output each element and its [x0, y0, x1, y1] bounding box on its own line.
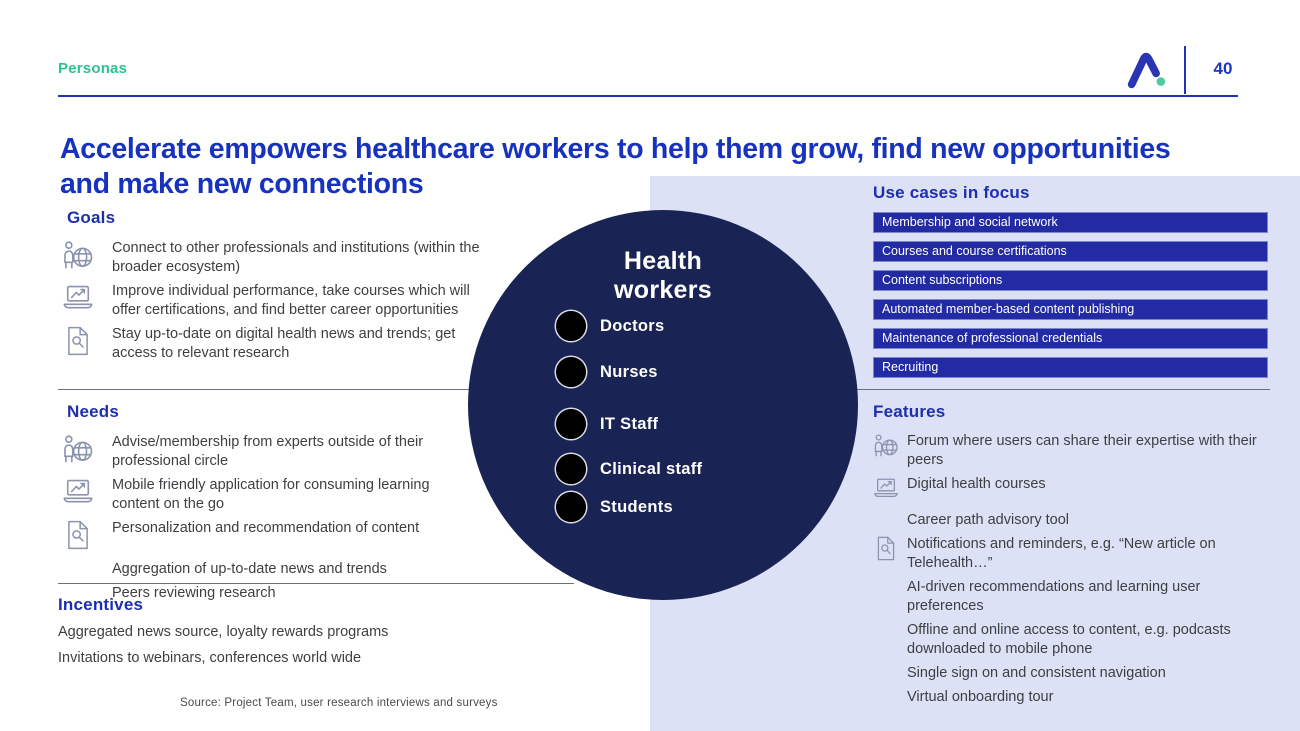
- list-item: [62, 239, 487, 277]
- list-item: [556, 311, 702, 341]
- need-text: Personalization and recommendation of content: [112, 520, 420, 536]
- goal-text: Improve individual performance, take courses which will offer certifications, and find better career opportunities: [112, 283, 470, 318]
- use-case-bar: Recruiting: [873, 357, 1268, 378]
- nurse-avatar: [556, 357, 586, 387]
- laptop-chart-icon: [62, 476, 112, 514]
- feature-text: AI-driven recommendations and learning user preferences: [907, 579, 1201, 614]
- incentives-section: [58, 595, 518, 675]
- header-vertical-divider: [1184, 46, 1186, 94]
- need-text: Peers reviewing research: [112, 585, 276, 601]
- need-text: Advise/membership from experts outside of their professional circle: [112, 434, 424, 469]
- incentives-heading: Incentives: [58, 595, 144, 614]
- accelerate-logo-icon: [1124, 48, 1170, 92]
- list-item: [873, 475, 1271, 506]
- use-cases-heading: Use cases in focus: [873, 183, 1030, 202]
- it-staff-avatar: [556, 409, 586, 439]
- persona-label: Doctors: [600, 316, 665, 335]
- student-avatar: [556, 492, 586, 522]
- document-search-icon: [62, 325, 112, 363]
- list-item: [62, 282, 487, 320]
- person-globe-icon: [62, 433, 112, 471]
- laptop-chart-icon: [873, 475, 907, 506]
- goals-heading: Goals: [67, 208, 116, 227]
- use-case-bar: Courses and course certifications: [873, 241, 1268, 262]
- use-case-bar: Content subscriptions: [873, 270, 1268, 291]
- incentive-text: Aggregated news source, loyalty rewards programs: [58, 624, 389, 640]
- person-globe-icon: [62, 239, 112, 277]
- feature-text: Single sign on and consistent navigation: [907, 665, 1166, 681]
- goal-text: Stay up-to-date on digital health news and trends; get access to relevant research: [112, 326, 456, 361]
- features-heading: Features: [873, 402, 946, 421]
- features-section: [873, 402, 1271, 712]
- feature-text: Forum where users can share their expertise with their peers: [907, 433, 1257, 468]
- list-item: [873, 535, 1271, 573]
- use-cases-section: [873, 183, 1268, 386]
- persona-circle-title: Health workers: [614, 247, 712, 304]
- doctor-avatar: [556, 311, 586, 341]
- person-globe-icon: [873, 432, 907, 470]
- list-item: [556, 492, 702, 522]
- list-item: [62, 476, 487, 514]
- page-title-line1: Accelerate empowers healthcare workers to help them grow, find new opportunities: [60, 133, 1171, 165]
- goal-text: Connect to other professionals and institutions (within the broader ecosystem): [112, 240, 480, 275]
- persona-label: IT Staff: [600, 414, 659, 433]
- document-search-icon: [62, 519, 112, 555]
- header-divider: [58, 95, 1238, 97]
- use-case-bar: Automated member-based content publishing: [873, 299, 1268, 320]
- need-text: Aggregation of up-to-date news and trends: [112, 561, 387, 577]
- list-item: [873, 621, 1271, 659]
- use-case-bar: Maintenance of professional credentials: [873, 328, 1268, 349]
- needs-heading: Needs: [67, 402, 120, 421]
- list-item: [556, 409, 702, 439]
- feature-text: Virtual onboarding tour: [907, 689, 1054, 705]
- list-item: [873, 432, 1271, 470]
- goals-section: [62, 208, 487, 368]
- persona-label: Nurses: [600, 362, 658, 381]
- list-item: [556, 454, 702, 484]
- feature-text: Digital health courses: [907, 476, 1046, 492]
- document-search-icon: [873, 535, 907, 573]
- breadcrumb: Personas: [58, 60, 128, 77]
- page-title-line2: and make new connections: [60, 168, 424, 200]
- list-item: [556, 357, 702, 387]
- laptop-chart-icon: [62, 282, 112, 320]
- list-item: [62, 519, 487, 555]
- list-item: [873, 578, 1271, 616]
- list-item: [873, 688, 1271, 707]
- need-text: Mobile friendly application for consuming learning content on the go: [112, 477, 430, 512]
- persona-circle: [468, 210, 858, 600]
- clinical-staff-avatar: [556, 454, 586, 484]
- list-item: [62, 560, 487, 579]
- list-item: [873, 511, 1271, 530]
- list-item: [62, 325, 487, 363]
- needs-section: [62, 402, 487, 608]
- persona-label: Clinical staff: [600, 459, 703, 478]
- feature-text: Notifications and reminders, e.g. “New article on Telehealth…”: [907, 536, 1216, 571]
- incentive-text: Invitations to webinars, conferences world wide: [58, 650, 362, 666]
- feature-text: Career path advisory tool: [907, 512, 1069, 528]
- list-item: [873, 664, 1271, 683]
- list-item: [62, 433, 487, 471]
- page-number: 40: [1213, 59, 1233, 78]
- use-case-bar: Membership and social network: [873, 212, 1268, 233]
- persona-list: [556, 311, 702, 522]
- feature-text: Offline and online access to content, e.g. podcasts downloaded to mobile phone: [907, 622, 1231, 657]
- source-note: Source: Project Team, user research interviews and surveys: [180, 697, 498, 709]
- persona-label: Students: [600, 497, 673, 516]
